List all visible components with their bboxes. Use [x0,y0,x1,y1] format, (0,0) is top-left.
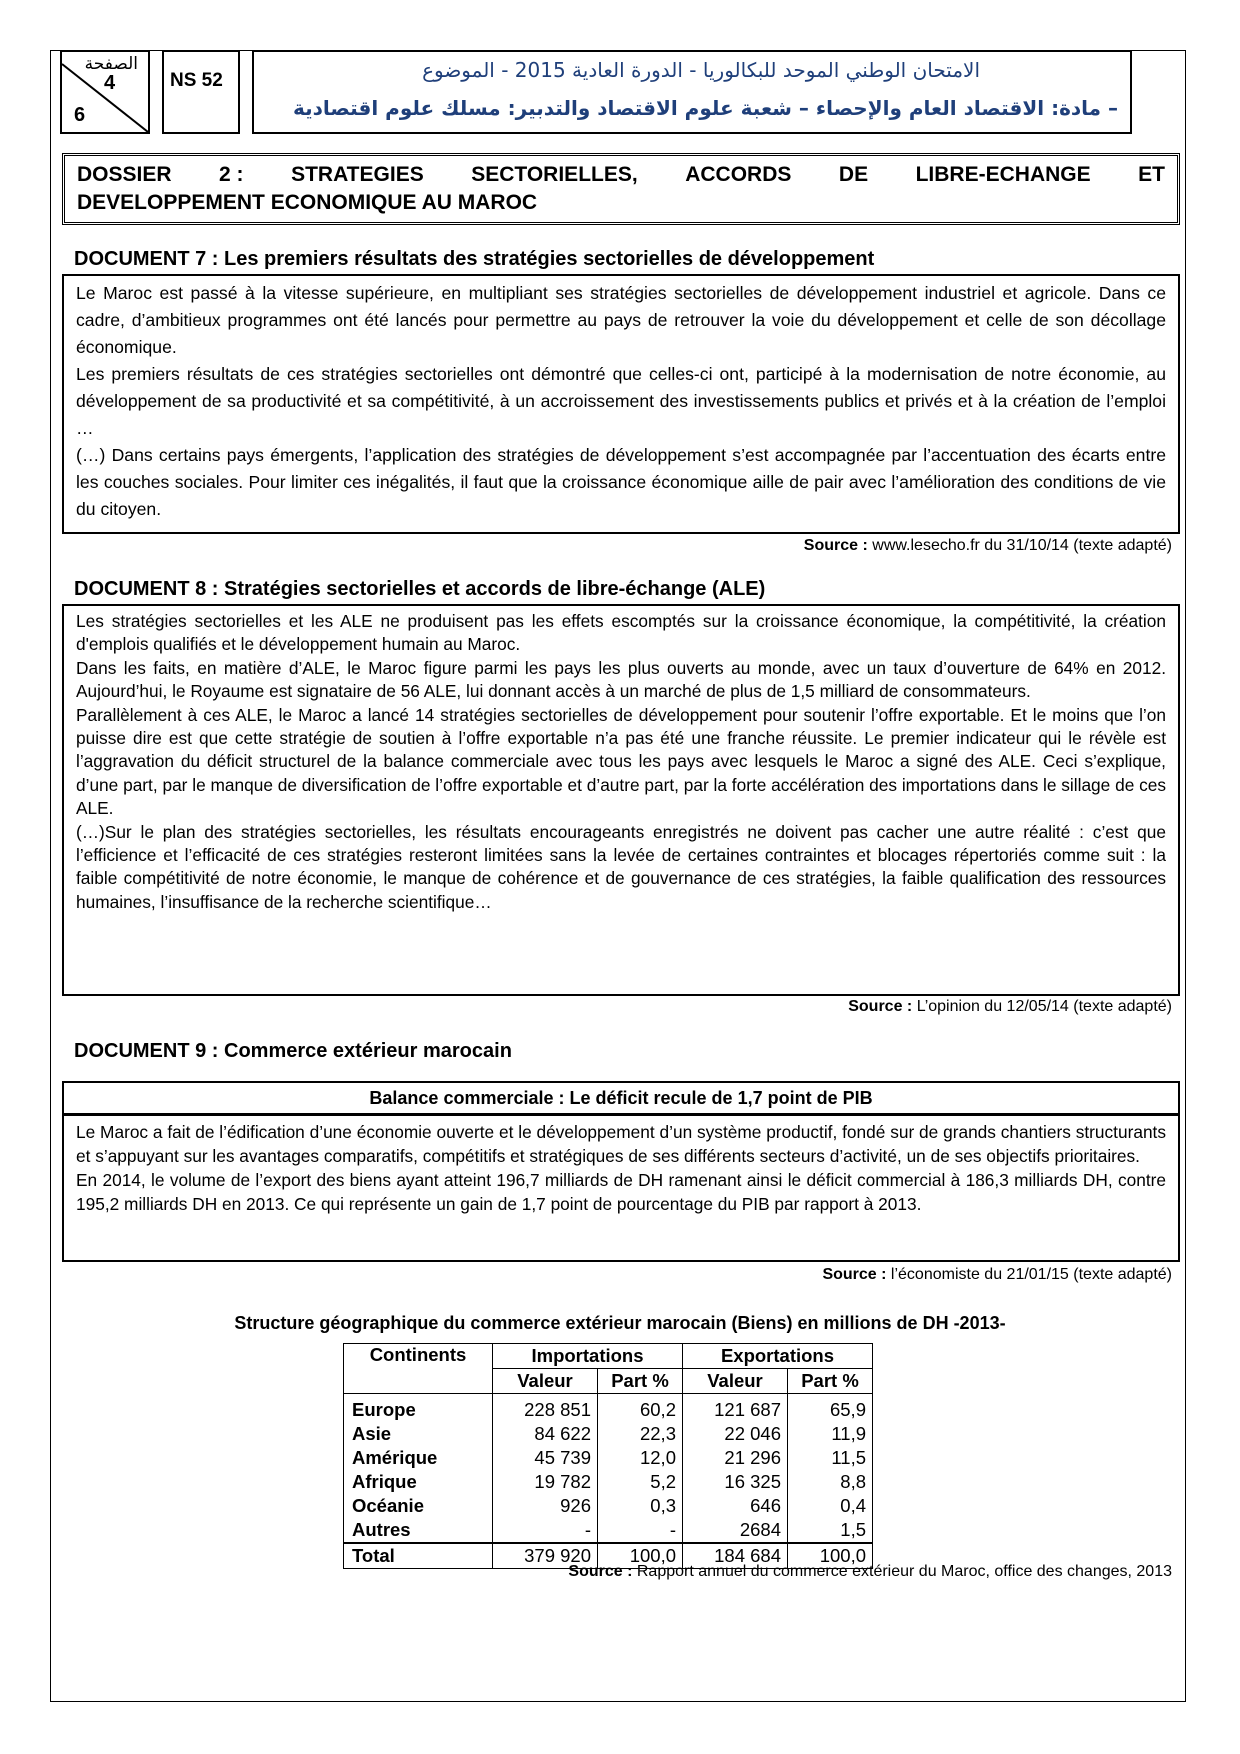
dossier-line2: DEVELOPPEMENT ECONOMIQUE AU MAROC [77,191,538,214]
dossier-word: DOSSIER [77,163,172,186]
dossier-word: 2 : [219,163,244,186]
page-label: الصفحة [84,54,138,74]
col-exports: Exportations [683,1344,873,1369]
page-total: 6 [74,104,86,126]
doc8-paragraph: Les stratégies sectorielles et les ALE ne produisent pas les effets escomptés sur la croissance économique, la compétitivité, la création d'emplois qualifiés et le développement humain au Maroc. [76,611,1166,655]
export-part-cell: 11,5 [788,1446,873,1470]
continent-cell: Afrique [344,1470,493,1494]
import-part-cell: 0,3 [598,1494,683,1518]
total-label-cell: Total [344,1543,493,1569]
table-row [344,1470,873,1494]
trade-structure-table [343,1343,873,1569]
dossier-word: ET [1138,163,1165,186]
page-number-box [60,50,150,134]
continent-cell: Amérique [344,1446,493,1470]
total-import-part: 100,0 [598,1543,683,1569]
doc8-paragraph: Parallèlement à ces ALE, le Maroc a lancé 14 stratégies sectorielles de développement pour soutenir l’offre exportable. Et le moins que l’on puisse dire est que cette stratégie de soutien à l’offre exportable n’a pas été une franche réussite. Le premier indicateur qui le révèle est l’aggravation du déficit structurel de la balance commerciale avec tous les pays avec lesquels le Maroc a signé des ALE. Ceci s’explique, d’une part, par le manque de diversification de l’offre exportable et d’autre part, par la forte accélération des importations dans le sillage de ces ALE. [76,704,1166,819]
total-export-part: 100,0 [788,1543,873,1569]
doc7-paragraph: (…) Dans certains pays émergents, l’application des stratégies de développement s’est accompagnée par l’accentuation des écarts entre les couches sociales. Pour limiter ces inégalités, il faut que la croissance économique aille de pair avec l’amélioration des conditions de vie du citoyen. [76,445,1166,519]
table-row [344,1422,873,1446]
import-part-cell: 22,3 [598,1422,683,1446]
dossier-word: LIBRE-ECHANGE [915,163,1091,186]
import-value-cell: 45 739 [493,1446,598,1470]
doc7-title: DOCUMENT 7 : Les premiers résultats des stratégies sectorielles de développement [74,248,875,270]
import-value-cell: 228 851 [493,1394,598,1423]
doc9-title: DOCUMENT 9 : Commerce extérieur marocain [74,1040,512,1062]
total-import-value: 379 920 [493,1543,598,1569]
export-part-cell: 11,9 [788,1422,873,1446]
import-part-cell: - [598,1518,683,1543]
dossier-line1 [77,161,1165,189]
doc7-paragraph: Le Maroc est passé à la vitesse supérieure, en multipliant ses stratégies sectorielles de développement industriel et agricole. Dans ce cadre, d’ambitieux programmes ont été lancés pour permettre au pays de retrouver la voie du développement et celle de son décollage économique. [76,283,1166,357]
doc9-text-box [62,1114,1180,1262]
import-value-cell: - [493,1518,598,1543]
doc9-paragraph: Le Maroc a fait de l’édification d’une économie ouverte et le développement d’un système productif, fondé sur de grands chantiers structurants et s’appuyant sur les avantages comparatifs, compétitifs et stratégiques de ses différents secteurs d’activité, un de ses objectifs prioritaires. [76,1122,1166,1166]
total-export-value: 184 684 [683,1543,788,1569]
table-row [344,1394,873,1423]
subcol-export-part: Part % [788,1369,873,1394]
export-value-cell: 16 325 [683,1470,788,1494]
doc9-source: Source : l’économiste du 21/01/15 (texte adapté) [822,1266,1172,1283]
dossier-title [62,153,1180,225]
table-row [344,1446,873,1470]
continent-cell: Asie [344,1422,493,1446]
export-value-cell: 121 687 [683,1394,788,1423]
exam-title-box [252,50,1132,134]
table-row [344,1494,873,1518]
export-part-cell: 0,4 [788,1494,873,1518]
doc8-source: Source : L’opinion du 12/05/14 (texte adapté) [848,998,1172,1015]
import-part-cell: 12,0 [598,1446,683,1470]
export-value-cell: 21 296 [683,1446,788,1470]
doc7-source: Source : www.lesecho.fr du 31/10/14 (texte adapté) [803,537,1172,554]
import-value-cell: 84 622 [493,1422,598,1446]
continent-cell: Europe [344,1394,493,1423]
table-caption: Structure géographique du commerce extérieur marocain (Biens) en millions de DH -2013- [234,1313,1006,1333]
dossier-word: STRATEGIES [291,163,424,186]
exam-code: NS 52 [162,50,240,134]
exam-title-line2: – مادة: الاقتصاد العام والإحصاء – شعبة علوم الاقتصاد والتدبير: مسلك علوم اقتصادية [292,96,1118,120]
doc7-text-box [62,274,1180,534]
subcol-import-part: Part % [598,1369,683,1394]
export-part-cell: 8,8 [788,1470,873,1494]
doc8-paragraph: Dans les faits, en matière d’ALE, le Maroc figure parmi les pays les plus ouverts au monde, avec un taux d’ouverture de 64% en 2012. Aujourd’hui, le Royaume est signataire de 56 ALE, lui donnant accès à un marché de plus de 1,5 milliard de consommateurs. [76,657,1166,702]
subcol-import-value: Valeur [493,1369,598,1394]
export-part-cell: 1,5 [788,1518,873,1543]
continent-cell: Océanie [344,1494,493,1518]
dossier-word: DE [838,163,869,186]
col-imports: Importations [493,1344,683,1369]
dossier-word: SECTORIELLES, [471,163,638,186]
exam-title-line1: الامتحان الوطني الموحد للبكالوريا - الدورة العادية 2015 - الموضوع [422,58,980,82]
import-part-cell: 60,2 [598,1394,683,1423]
dossier-word: ACCORDS [685,163,792,186]
subcol-export-value: Valeur [683,1369,788,1394]
doc8-title: DOCUMENT 8 : Stratégies sectorielles et accords de libre-échange (ALE) [74,578,766,600]
balance-box-title: Balance commerciale : Le déficit recule de 1,7 point de PIB [62,1081,1180,1115]
export-value-cell: 2684 [683,1518,788,1543]
import-value-cell: 19 782 [493,1470,598,1494]
table-source: Source : Rapport annuel du commerce extérieur du Maroc, office des changes, 2013 [568,1563,1172,1580]
export-value-cell: 22 046 [683,1422,788,1446]
page-number: 4 [104,72,116,94]
doc9-paragraph: En 2014, le volume de l’export des biens ayant atteint 196,7 milliards de DH ramenant ainsi le déficit commercial à 186,3 milliards DH, contre 195,2 milliards DH en 2013. Ce qui représente un gain de 1,7 point de pourcentage du PIB par rapport à 2013. [76,1170,1166,1214]
export-part-cell: 65,9 [788,1394,873,1423]
continent-cell: Autres [344,1518,493,1543]
doc7-paragraph: Les premiers résultats de ces stratégies sectorielles ont démontré que celles-ci ont, participé à la modernisation de notre économie, au développement de sa productivité et sa compétitivité, à un accroissement des investissements publics et privés et à la création de l’emploi … [76,364,1166,438]
table-row [344,1518,873,1543]
col-continents: Continents [344,1344,493,1394]
doc8-paragraph: (…)Sur le plan des stratégies sectorielles, les résultats encourageants enregistrés ne doivent pas cacher une autre réalité : c’est que l’efficience et l’efficacité de ces stratégies resteront limitées sans la levée de certaines contraintes et blocages répertoriés comme suit : la faible compétitivité de notre économie, le manque de cohérence et de gouvernance de ces stratégies, la faible qualification des ressources humaines, l’insuffisance de la recherche scientifique… [76,821,1166,912]
import-part-cell: 5,2 [598,1470,683,1494]
import-value-cell: 926 [493,1494,598,1518]
export-value-cell: 646 [683,1494,788,1518]
doc8-text-box [62,604,1180,996]
